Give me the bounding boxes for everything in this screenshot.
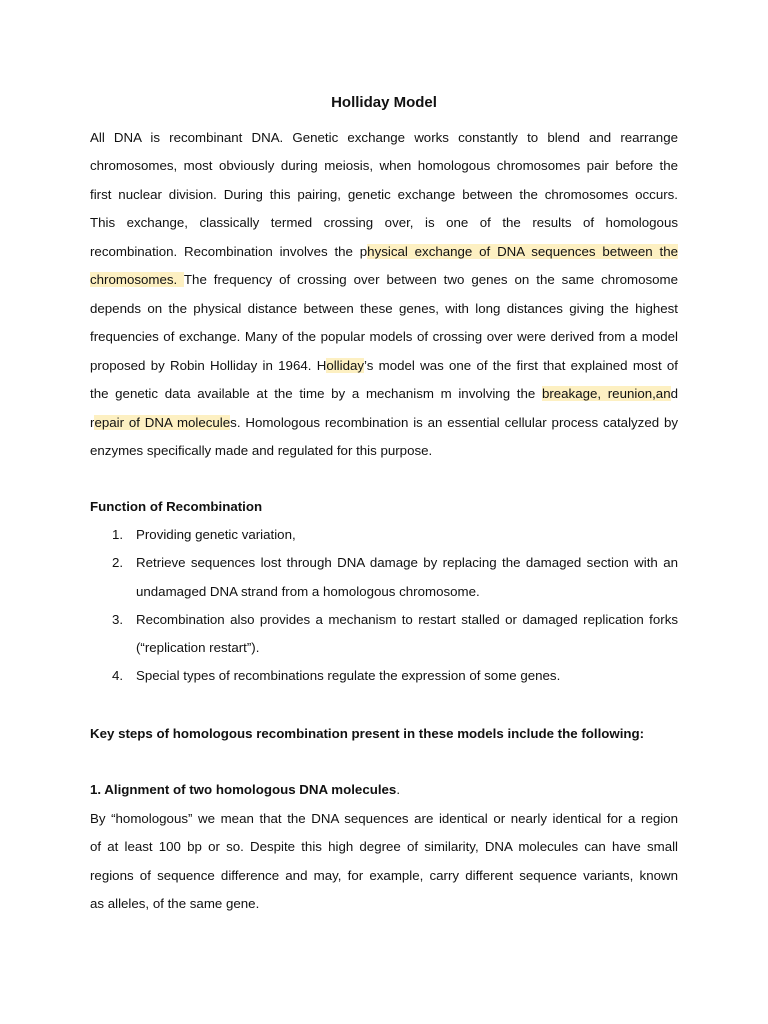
text-segment: s. Homologous recombination is an essential cellular process catalyzed by xyxy=(230,415,678,430)
text-segment: recombination. Recombination involves the p xyxy=(90,244,368,259)
list-item-line: undamaged DNA strand from a homologous chromosome. xyxy=(136,584,480,599)
list-item-line: (“replication restart”). xyxy=(136,640,260,655)
text-segment: depends on the physical distance between these genes, with long distances giving the highest xyxy=(90,301,678,316)
intro-line xyxy=(90,156,678,176)
step1-line: as alleles, of the same gene. xyxy=(90,896,260,911)
intro-line xyxy=(90,327,678,347)
text-segment: the genetic data available at the time by a mechanism m involving the xyxy=(90,386,542,401)
list-item-line: Providing genetic variation, xyxy=(136,527,296,542)
list-item-line: Retrieve sequences lost through DNA damage by replacing the damaged section with an xyxy=(136,555,678,570)
text-segment: first nuclear division. During this pairing, genetic exchange between the chromosomes occurs. xyxy=(90,187,678,202)
highlighted-text: epair of DNA molecule xyxy=(94,415,231,430)
highlighted-text: olliday xyxy=(326,358,365,373)
highlighted-text: breakage, reunion,an xyxy=(541,386,671,401)
list-number: 2. xyxy=(112,555,124,570)
intro-line xyxy=(90,270,678,290)
step1-line: regions of sequence difference and may, for example, carry different sequence variants, known xyxy=(90,868,678,883)
list-number: 3. xyxy=(112,612,124,627)
step1-line: By “homologous” we mean that the DNA sequences are identical or nearly identical for a region xyxy=(90,811,678,826)
step1-heading-text: 1. Alignment of two homologous DNA molecules xyxy=(90,782,397,797)
intro-line xyxy=(90,299,678,319)
step1-heading-suffix: . xyxy=(396,782,401,797)
intro-line xyxy=(90,185,678,205)
text-segment: chromosomes, most obviously during meiosis, when homologous chromosomes pair before the xyxy=(90,158,678,173)
highlighted-text: chromosomes. xyxy=(90,272,184,287)
text-segment: This exchange, classically termed crossing over, is one of the results of homologous xyxy=(90,215,678,230)
intro-line xyxy=(90,413,678,433)
text-segment: enzymes specifically made and regulated for this purpose. xyxy=(90,443,433,458)
step1-line: of at least 100 bp or so. Despite this high degree of similarity, DNA molecules can have small xyxy=(90,839,678,854)
page-title: Holliday Model xyxy=(331,94,437,111)
text-segment: ’s model was one of the first that explained most of xyxy=(364,358,678,373)
intro-line xyxy=(90,356,678,376)
list-item-line: Special types of recombinations regulate the expression of some genes. xyxy=(136,668,561,683)
intro-line xyxy=(90,384,678,404)
text-segment: All DNA is recombinant DNA. Genetic exchange works constantly to blend and rearrange xyxy=(90,130,678,145)
intro-line xyxy=(90,128,678,148)
intro-line xyxy=(90,213,678,233)
list-item-line: Recombination also provides a mechanism to restart stalled or damaged replication forks xyxy=(136,612,678,627)
key-steps-heading: Key steps of homologous recombination present in these models include the following: xyxy=(90,726,645,741)
text-segment: proposed by Robin Holliday in 1964. H xyxy=(90,358,327,373)
step1-heading xyxy=(90,780,678,800)
text-segment: d xyxy=(670,386,679,401)
list-number: 1. xyxy=(112,527,124,542)
intro-line xyxy=(90,242,678,262)
intro-line xyxy=(90,441,678,461)
function-heading: Function of Recombination xyxy=(90,499,263,514)
text-segment: The frequency of crossing over between two genes on the same chromosome xyxy=(183,272,679,287)
text-segment: frequencies of exchange. Many of the popular models of crossing over were derived from a model xyxy=(90,329,678,344)
list-number: 4. xyxy=(112,668,124,683)
highlighted-text: hysical exchange of DNA sequences between the xyxy=(367,244,678,259)
text-segment: r xyxy=(90,415,95,430)
